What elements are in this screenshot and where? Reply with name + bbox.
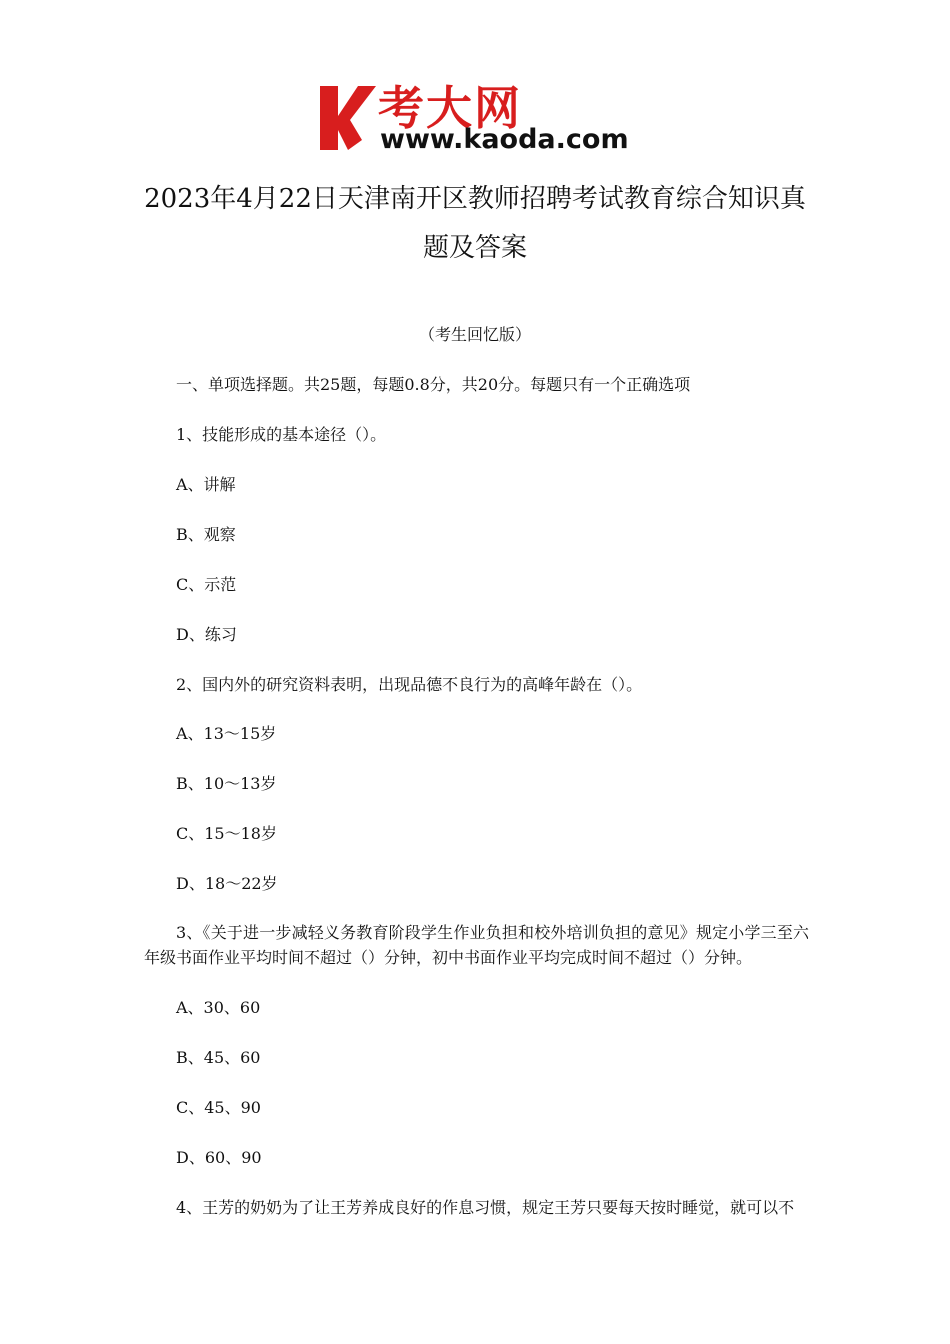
option-a: A、30、60 (176, 998, 261, 1017)
option-d: D、练习 (176, 625, 237, 644)
option-b: B、观察 (176, 525, 236, 544)
question-stem: 4、王芳的奶奶为了让王芳养成良好的作息习惯，规定王芳只要每天按时睡觉，就可以不 (176, 1198, 795, 1217)
option-d: D、60、90 (176, 1148, 262, 1167)
section-heading: 一、单项选择题。共25题，每题0.8分，共20分。每题只有一个正确选项 (176, 375, 691, 394)
option-a: A、讲解 (176, 475, 236, 494)
logo-url-text: www.kaoda.com (380, 124, 629, 155)
logo-brand-text: 考大网 (378, 81, 522, 135)
document-title-line-2: 题及答案 (422, 233, 527, 263)
kaoda-logo (318, 78, 648, 158)
option-d: D、18～22岁 (176, 874, 278, 893)
option-c: C、45、90 (176, 1098, 261, 1117)
option-b: B、45、60 (176, 1048, 261, 1067)
option-c: C、15～18岁 (176, 824, 277, 843)
option-a: A、13～15岁 (176, 724, 277, 743)
question-stem: 1、技能形成的基本途径（）。 (176, 425, 387, 444)
document-title-line-1: 2023年4月22日天津南开区教师招聘考试教育综合知识真 (144, 184, 806, 214)
option-b: B、10～13岁 (176, 774, 277, 793)
edition-note: （考生回忆版） (418, 325, 531, 344)
question-stem: 2、国内外的研究资料表明，出现品德不良行为的高峰年龄在（）。 (176, 675, 643, 694)
question-stem: 3、《关于进一步减轻义务教育阶段学生作业负担和校外培训负担的意见》规定小学三至六年级书面作业平均时间不超过（）分钟，初中书面作业平均完成时间不超过（）分钟。 (144, 923, 809, 967)
option-c: C、示范 (176, 575, 237, 594)
